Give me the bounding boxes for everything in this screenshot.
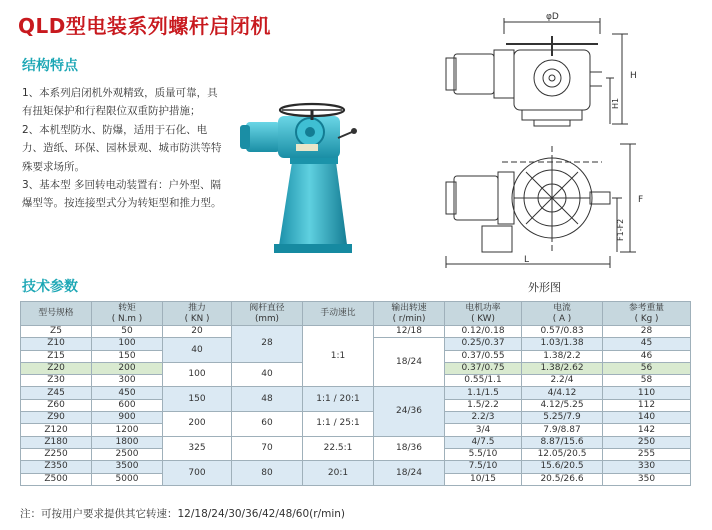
- cell-model: Z500: [21, 473, 92, 485]
- cell-power: 0.12/0.18: [445, 326, 522, 338]
- cell-current: 4/4.12: [522, 387, 603, 399]
- cell-thrust: 200: [163, 412, 232, 437]
- cell-weight: 45: [603, 338, 691, 350]
- col-header-weight: 参考重量 ( Kg ): [603, 302, 691, 326]
- cell-stem: 80: [232, 461, 303, 486]
- feature-item: 1、本系列启闭机外观精致，质量可靠，具有扭矩保护和行程限位双重防护措施；: [22, 87, 218, 118]
- cell-current: 1.03/1.38: [522, 338, 603, 350]
- dim-f1f2-label: F1-F2: [616, 218, 625, 241]
- cell-thrust: 700: [163, 461, 232, 486]
- cell-thrust: 20: [163, 326, 232, 338]
- cell-torque: 200: [92, 362, 163, 374]
- cell-torque: 900: [92, 412, 163, 424]
- features-list: [22, 84, 222, 213]
- diagram-caption: 外形图: [528, 281, 561, 294]
- cell-thrust: 325: [163, 436, 232, 461]
- cell-torque: 150: [92, 350, 163, 362]
- col-header-model: 型号规格: [21, 302, 92, 326]
- cell-thrust: 40: [163, 338, 232, 363]
- section-features-heading: 结构特点: [22, 58, 78, 74]
- cell-stem: 28: [232, 326, 303, 363]
- col-header-current: 电流 ( A ): [522, 302, 603, 326]
- cell-stem: 40: [232, 362, 303, 387]
- cell-power: 0.37/0.75: [445, 362, 522, 374]
- cell-speed: 18/24: [374, 338, 445, 387]
- cell-model: Z30: [21, 375, 92, 387]
- cell-power: 1.1/1.5: [445, 387, 522, 399]
- cell-weight: 350: [603, 473, 691, 485]
- cell-weight: 142: [603, 424, 691, 436]
- cell-model: Z60: [21, 399, 92, 411]
- table-row: [21, 387, 691, 399]
- cell-weight: 255: [603, 448, 691, 460]
- cell-power: 7.5/10: [445, 461, 522, 473]
- cell-speed: 18/24: [374, 461, 445, 486]
- cell-model: Z180: [21, 436, 92, 448]
- cell-model: Z120: [21, 424, 92, 436]
- cell-stem: 70: [232, 436, 303, 461]
- col-header-speed: 输出转速 ( r/min): [374, 302, 445, 326]
- cell-current: 7.9/8.87: [522, 424, 603, 436]
- cell-thrust: 150: [163, 387, 232, 412]
- cell-weight: 56: [603, 362, 691, 374]
- table-row: [21, 326, 691, 338]
- cell-model: Z15: [21, 350, 92, 362]
- cell-weight: 140: [603, 412, 691, 424]
- cell-model: Z5: [21, 326, 92, 338]
- cell-model: Z10: [21, 338, 92, 350]
- cell-torque: 600: [92, 399, 163, 411]
- cell-current: 1.38/2.2: [522, 350, 603, 362]
- cell-weight: 58: [603, 375, 691, 387]
- cell-ratio: 1:1: [303, 326, 374, 387]
- cell-weight: 28: [603, 326, 691, 338]
- col-header-power: 电机功率 ( KW): [445, 302, 522, 326]
- product-photo: [230, 92, 395, 257]
- cell-weight: 110: [603, 387, 691, 399]
- page-title: QLD型电装系列螺杆启闭机: [18, 14, 271, 38]
- col-header-stem: 阀杆直径 (mm): [232, 302, 303, 326]
- cell-model: Z350: [21, 461, 92, 473]
- cell-weight: 46: [603, 350, 691, 362]
- cell-torque: 1200: [92, 424, 163, 436]
- cell-model: Z250: [21, 448, 92, 460]
- cell-speed: 18/36: [374, 436, 445, 461]
- cell-speed: 24/36: [374, 387, 445, 436]
- table-header-row: [21, 302, 691, 326]
- cell-current: 15.6/20.5: [522, 461, 603, 473]
- cell-thrust: 100: [163, 362, 232, 387]
- cell-current: 12.05/20.5: [522, 448, 603, 460]
- cell-ratio: 20:1: [303, 461, 374, 486]
- cell-stem: 60: [232, 412, 303, 437]
- cell-model: Z20: [21, 362, 92, 374]
- cell-weight: 250: [603, 436, 691, 448]
- dim-h1-label: H1: [611, 97, 620, 109]
- outline-drawing: [442, 6, 652, 272]
- dim-phid-label: φD: [546, 12, 559, 22]
- cell-torque: 3500: [92, 461, 163, 473]
- cell-current: 0.57/0.83: [522, 326, 603, 338]
- footnote: 注：可按用户要求提供其它转速：12/18/24/30/36/42/48/60(r/min): [20, 508, 345, 520]
- cell-current: 1.38/2.62: [522, 362, 603, 374]
- cell-power: 0.25/0.37: [445, 338, 522, 350]
- col-header-torque: 转矩 ( N.m ): [92, 302, 163, 326]
- cell-power: 4/7.5: [445, 436, 522, 448]
- cell-power: 10/15: [445, 473, 522, 485]
- cell-speed: 12/18: [374, 326, 445, 338]
- cell-weight: 330: [603, 461, 691, 473]
- cell-current: 2.2/4: [522, 375, 603, 387]
- cell-power: 0.37/0.55: [445, 350, 522, 362]
- cell-power: 1.5/2.2: [445, 399, 522, 411]
- cell-torque: 2500: [92, 448, 163, 460]
- cell-torque: 300: [92, 375, 163, 387]
- cell-model: Z45: [21, 387, 92, 399]
- cell-torque: 450: [92, 387, 163, 399]
- feature-item: 2、本机型防水、防爆，适用于石化、电力、造纸、环保、园林景观、城市防洪等特殊要求场所。: [22, 123, 222, 173]
- cell-ratio: 1:1 / 20:1: [303, 387, 374, 412]
- table-row: [21, 461, 691, 473]
- cell-power: 0.55/1.1: [445, 375, 522, 387]
- cell-current: 8.87/15.6: [522, 436, 603, 448]
- table-row: [21, 436, 691, 448]
- cell-model: Z90: [21, 412, 92, 424]
- feature-item: 3、基本型 多回转电动装置有：户外型、隔爆型等。按连接型式分为转矩型和推力型。: [22, 179, 222, 210]
- col-header-ratio: 手动速比: [303, 302, 374, 326]
- cell-weight: 112: [603, 399, 691, 411]
- cell-torque: 1800: [92, 436, 163, 448]
- cell-torque: 5000: [92, 473, 163, 485]
- cell-ratio: 22.5:1: [303, 436, 374, 461]
- cell-power: 2.2/3: [445, 412, 522, 424]
- cell-current: 5.25/7.9: [522, 412, 603, 424]
- cell-torque: 100: [92, 338, 163, 350]
- cell-power: 3/4: [445, 424, 522, 436]
- cell-current: 4.12/5.25: [522, 399, 603, 411]
- dim-l-label: L: [524, 255, 530, 265]
- table-row: [21, 412, 691, 424]
- dim-f-label: F: [638, 195, 644, 205]
- cell-ratio: 1:1 / 25:1: [303, 412, 374, 437]
- cell-power: 5.5/10: [445, 448, 522, 460]
- spec-table: [20, 301, 691, 486]
- cell-stem: 48: [232, 387, 303, 412]
- section-params-heading: 技术参数: [22, 279, 78, 295]
- cell-torque: 50: [92, 326, 163, 338]
- dim-h-label: H: [630, 71, 637, 81]
- cell-current: 20.5/26.6: [522, 473, 603, 485]
- col-header-thrust: 推力 ( KN ): [163, 302, 232, 326]
